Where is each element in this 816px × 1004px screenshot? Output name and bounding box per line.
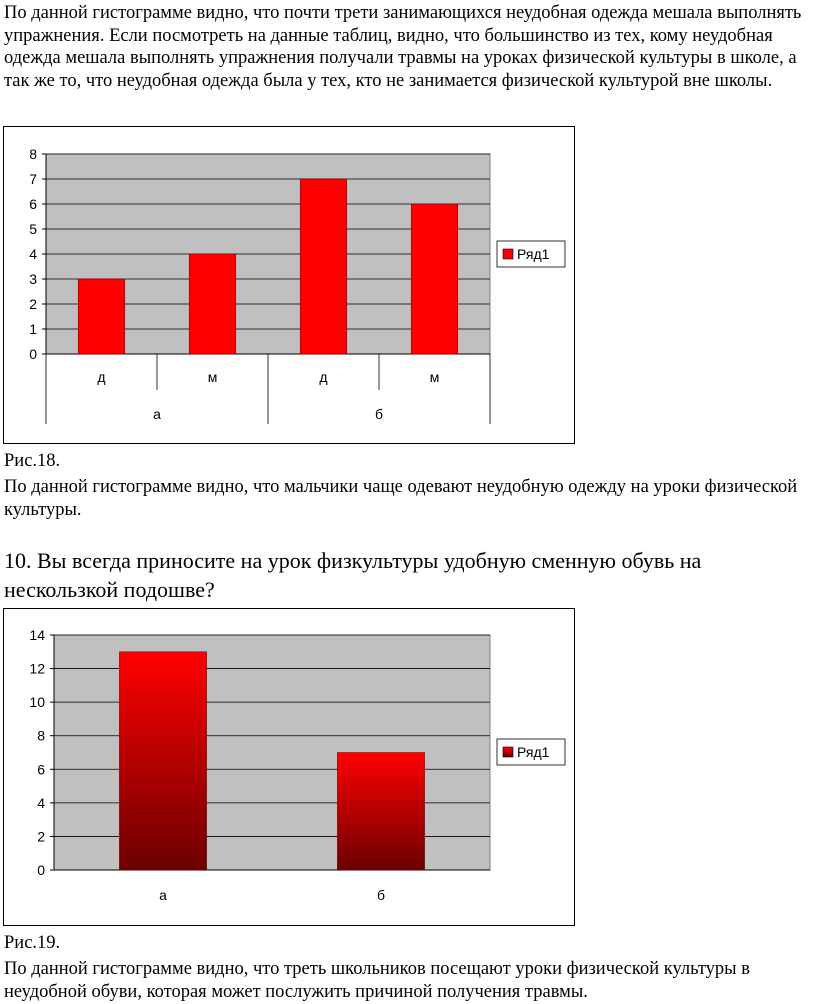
y-tick-label: 14 [29, 627, 45, 643]
y-tick-label: 2 [29, 296, 37, 312]
paragraph-fig-19-conclusion: По данной гистограмме видно, что треть школьников посещают уроки физической культуры в неудобной обуви, которая может послужить причиной получения травмы. [4, 959, 750, 1002]
caption-fig-18: Рис.18. [4, 451, 61, 471]
x-group-label: б [374, 406, 384, 422]
chart-18 [3, 126, 575, 444]
bar [189, 254, 236, 354]
x-category-label: д [319, 369, 328, 385]
chart-19-svg [4, 609, 574, 925]
y-tick-label: 2 [37, 828, 45, 845]
y-tick-label: 8 [29, 146, 37, 162]
y-tick-label: 6 [37, 761, 45, 778]
y-tick-label: 7 [29, 171, 37, 187]
y-tick-label: 0 [29, 346, 37, 362]
y-tick-label: 4 [37, 794, 45, 811]
legend-swatch [503, 747, 513, 757]
bar [337, 753, 424, 871]
x-category-label: д [97, 369, 106, 385]
y-tick-label: 6 [29, 196, 37, 212]
x-category-label: а [159, 887, 167, 903]
y-tick-label: 1 [29, 321, 37, 337]
x-category-label: м [207, 369, 218, 385]
chart-18-svg [4, 127, 574, 443]
paragraph-fig-18-conclusion: По данной гистограмме видно, что мальчики чаще одевают неудобную одежду на уроки физической культуры. [4, 477, 798, 520]
paragraph-intro: По данной гистограмме видно, что почти трети занимающихся неудобная одежда мешала выполнять упражнения. Если посмотреть на данные таблиц, видно, что большинство из тех, кому неудобная одежда мешала выполнять упражнения получали травмы на уроках физической культуры в школе, а так же то, что неудобная одежда была у тех, кто не занимается физической культурой вне школы. [4, 3, 802, 91]
y-tick-label: 3 [29, 271, 37, 287]
y-tick-label: 4 [29, 246, 37, 262]
caption-fig-19: Рис.19. [4, 933, 61, 953]
question-10: 10. Вы всегда приносите на урок физкультуры удобную сменную обувь на нескользкой подошве? [4, 548, 702, 602]
legend-swatch [503, 249, 513, 259]
y-tick-label: 10 [29, 694, 45, 711]
x-category-label: м [429, 369, 440, 385]
legend-label: Ряд1 [517, 246, 550, 262]
y-tick-label: 12 [29, 660, 45, 677]
y-tick-label: 8 [37, 727, 45, 744]
x-group-label: а [153, 406, 161, 422]
bar [300, 179, 347, 354]
bar [119, 652, 206, 870]
bar [78, 279, 125, 354]
bar [411, 204, 458, 354]
chart-19 [3, 608, 575, 926]
legend-label: Ряд1 [517, 744, 550, 760]
x-category-label: б [376, 887, 386, 903]
y-tick-label: 5 [29, 221, 37, 237]
y-tick-label: 0 [37, 862, 45, 878]
